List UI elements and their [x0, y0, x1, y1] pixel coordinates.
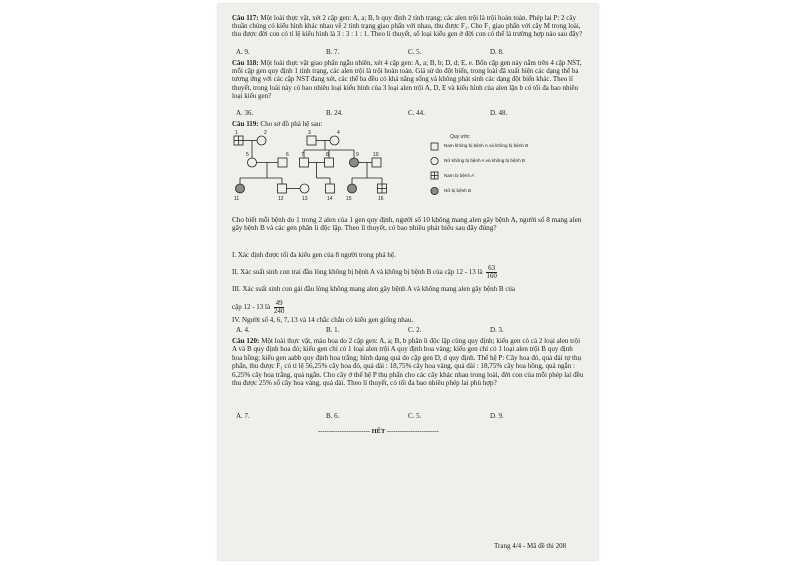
q119-option-b: B. 1.: [326, 326, 340, 334]
legend-healthy-female-icon: [431, 157, 438, 164]
fraction-numerator: 49: [275, 299, 283, 307]
individual-12: [278, 184, 287, 193]
exam-page: [218, 4, 598, 560]
legend-item-3: Nam bị bệnh A: [444, 173, 475, 178]
pedigree-number-15: 15: [346, 196, 352, 202]
pedigree-number-13: 13: [302, 196, 308, 202]
question-120: [232, 337, 584, 387]
question-text: Một loài thực vật, xét 2 cặp gen: A, a; B, b quy định 2 tính trạng; các alen trội là trội hoàn toàn. Phép lai P: 2 cây thuần chủng có kiểu hình khác nhau về 2 tính trạng giao phấn với nhau, thu được F₁. Cho F₁ giao phấn với cây M trong loài, thu được đời con có tỉ lệ kiểu hình là 3 : 3 : 1 : 1. Theo lí thuyết, số loại kiểu gen ở đời con có thể là trường hợp nào sau đây?: [232, 14, 583, 39]
q120-option-b: B. 6.: [326, 412, 340, 420]
statement-1: I. Xác định được tối đa kiểu gen của 8 người trong phả hệ.: [232, 251, 396, 259]
legend-affected-female-b-icon: [431, 187, 438, 194]
question-intro: Cho sơ đồ phả hệ sau:: [260, 120, 323, 128]
q118-option-a: A. 36.: [236, 109, 254, 117]
individual-13: [300, 184, 309, 193]
individual-9: [350, 158, 359, 167]
individual-15: [348, 184, 357, 193]
individual-11: [236, 184, 245, 193]
pedigree-diagram: [226, 128, 426, 218]
individual-6: [278, 158, 287, 167]
q120-option-a: A. 7.: [236, 412, 250, 420]
legend-title: Quy ước: [450, 134, 470, 140]
individual-4: [330, 136, 339, 145]
pedigree-number-10: 10: [373, 152, 379, 158]
pedigree-number-1: 1: [235, 130, 238, 136]
fraction-denominator: 240: [273, 307, 285, 315]
q119-option-a: A. 4.: [236, 326, 250, 334]
pedigree-number-5: 5: [246, 152, 249, 158]
pedigree-number-4: 4: [337, 130, 340, 136]
individual-14: [326, 184, 335, 193]
q117-option-c: C. 5.: [408, 48, 422, 56]
question-117: [232, 14, 584, 39]
q117-option-a: A. 9.: [236, 48, 250, 56]
q118-option-b: B. 24.: [326, 109, 343, 117]
question-text: Một loài thực vật, màu hoa do 2 cặp gen: A, a; B, b phân li độc lập cùng quy định; kiểu gen có cả 2 loại alen trội A và B quy định hoa đỏ; kiểu gen chỉ có 1 loại alen trội A quy định hoa vàng; kiểu gen chỉ có 1 loại alen trội B quy định hoa hồng; kiểu gen aabb quy định hoa trắng; hình dạng quả do cặp gen D, d quy định. Thế hệ P: Cây hoa đỏ, quả dài tự thụ phấn, thu được F₁ có tỉ lệ 56,25% cây hoa đỏ, quả dài : 18,75% cây hoa vàng, quả dài : 18,75% cây hoa hồng, quả ngắn : 6,25% cây hoa trắng, quả ngắn. Cho cây ở thế hệ P thụ phấn cho các cây khác nhau trong loài, đời con của mỗi phép lai đều thu được 25% số cây hoa vàng, quả dài. Theo lí thuyết, có tối đa bao nhiêu phép lai phù hợp?: [232, 337, 584, 388]
legend-item-1: Nam không bị bệnh A và không bị bệnh B: [444, 143, 529, 148]
individual-7: [300, 158, 309, 167]
question-119-text: Cho biết mỗi bệnh do 1 trong 2 alen của 1 gen quy định, người số 10 không mang alen gây bệnh A, người số 8 mang alen gây bệnh B và các gen phân li độc lập. Theo lí thuyết, có bao nhiêu phát biểu sau đây đúng?: [232, 216, 582, 233]
individual-2: [257, 136, 266, 145]
statement-3-fraction: [274, 300, 285, 315]
legend-healthy-male-icon: [431, 143, 438, 150]
statement-3-line-2: [232, 300, 284, 315]
individual-3: [307, 136, 316, 145]
q119-option-d: D. 3.: [490, 326, 504, 334]
individual-5: [248, 158, 257, 167]
individual-8: [325, 158, 334, 167]
page-footer: Trang 4/4 - Mã đề thi 208: [494, 542, 567, 550]
statement-2-fraction: [486, 265, 497, 280]
q118-option-d: D. 48.: [490, 109, 508, 117]
pedigree-number-8: 8: [326, 152, 329, 158]
statement-2-text: II. Xác suất sinh con trai đầu lòng không bị bệnh A và không bị bệnh B của cặp 12 - 13 là: [232, 268, 483, 277]
statement-3-text: cặp 12 - 13 là: [232, 303, 271, 312]
pedigree-number-9: 9: [356, 152, 359, 158]
question-119-heading: [232, 120, 322, 128]
pedigree-number-7: 7: [301, 152, 304, 158]
legend-symbols: [430, 142, 440, 204]
question-text: Một loài thực vật giao phấn ngẫu nhiên, xét 4 cặp gen: A, a; B, b; D, d; E, e. Bốn cặp gen này nằm trên 4 cặp NST, mỗi cặp gen quy định 1 tính trạng, các alen trội là trội hoàn toàn. Giả sử do đột biến, trong loài đã xuất hiện các dạng thể ba tương ứng với các cặp NST đang xét, các thể ba đều có khả năng sống và không phát sinh các dạng đột biến khác. Theo lí thuyết, trong loài này có bao nhiêu loại kiểu hình của 3 loại alen trội A, D, E và kiểu hình của alen lặn b có tối đa bao nhiêu loại kiểu gen?: [232, 59, 582, 100]
fraction-numerator: 63: [488, 264, 496, 272]
pedigree-number-16: 16: [378, 196, 384, 202]
statement-3-line-1: III. Xác suất sinh con gái đầu lòng không mang alen gây bệnh A và không mang alen gây bệnh B của: [232, 285, 516, 293]
pedigree-number-6: 6: [286, 152, 289, 158]
q120-option-d: D. 9.: [490, 412, 504, 420]
q117-option-d: D. 8.: [490, 48, 504, 56]
q118-option-c: C. 44.: [408, 109, 425, 117]
pedigree-number-11: 11: [234, 196, 240, 202]
q117-option-b: B. 7.: [326, 48, 340, 56]
legend-item-4: Nữ bị bệnh B: [444, 188, 472, 193]
statement-4: IV. Người số 4, 6, 7, 13 và 14 chắc chắn có kiểu gen giống nhau.: [232, 316, 414, 324]
question-label: Câu 117:: [232, 14, 259, 22]
q119-option-c: C. 2.: [408, 326, 422, 334]
statement-2: [232, 265, 497, 280]
question-label: Câu 120:: [232, 337, 260, 345]
individual-10: [372, 158, 381, 167]
legend-item-2: Nữ không bị bệnh A và không bị bệnh B: [444, 158, 525, 163]
question-118: [232, 59, 584, 100]
pedigree-number-12: 12: [278, 196, 284, 202]
question-label: Câu 119:: [232, 120, 259, 128]
end-mark: ------------------------ HẾT ------------------------: [318, 428, 439, 435]
q120-option-c: C. 5.: [408, 412, 422, 420]
pedigree-number-3: 3: [308, 130, 311, 136]
fraction-denominator: 160: [486, 272, 497, 280]
pedigree-number-14: 14: [327, 196, 333, 202]
question-label: Câu 118:: [232, 59, 259, 67]
pedigree-number-2: 2: [264, 130, 267, 136]
